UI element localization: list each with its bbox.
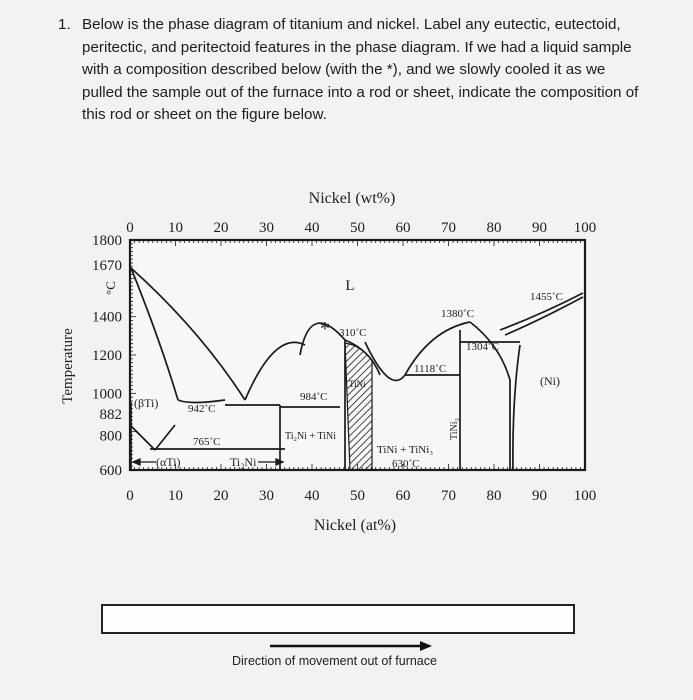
label-tini: TiNi bbox=[349, 379, 366, 389]
bottom-tick-label: 40 bbox=[304, 488, 320, 504]
top-tick-label: 50 bbox=[350, 220, 365, 236]
top-tick-label: 70 bbox=[441, 220, 456, 236]
bottom-tick-label: 0 bbox=[126, 488, 134, 504]
bottom-tick-label: 50 bbox=[350, 488, 365, 504]
top-tick-label: 80 bbox=[486, 220, 502, 236]
label-liquid: L bbox=[345, 278, 355, 294]
bottom-tick-label: 60 bbox=[395, 488, 411, 504]
y-tick-label: 1670 bbox=[92, 257, 122, 274]
bottom-tick-label: 100 bbox=[573, 488, 597, 504]
top-tick-label: 20 bbox=[213, 220, 229, 236]
temp-1380: 1380˚C bbox=[441, 308, 474, 320]
temp-310: 310˚C bbox=[339, 327, 367, 339]
y-tick-label: 882 bbox=[99, 406, 122, 423]
label-ti2ni-tini: Ti₂Ni + TiNi bbox=[285, 431, 337, 442]
temp-942: 942˚C bbox=[188, 403, 216, 415]
bottom-tick-label: 70 bbox=[441, 488, 456, 504]
question-text: Below is the phase diagram of titanium and nickel. Label any eutectic, eutectoid, peritectic, and peritectoid features in the phase diagram. If we had a liquid sample with a composition described below (with the *), and we slowly cooled it as we pulled the sample out of the furnace into a rod or sheet, indicate the composition of this rod or sheet on the figure below. bbox=[82, 16, 639, 123]
temp-1304: 1304˚C bbox=[466, 341, 499, 353]
y-tick-label: 1800 bbox=[92, 233, 122, 249]
question-number: 1. bbox=[58, 16, 71, 33]
temp-630: 630˚C bbox=[392, 458, 420, 470]
bottom-tick-label: 80 bbox=[486, 488, 502, 504]
temp-1118: 1118˚C bbox=[414, 363, 447, 375]
y-tick-label: 1000 bbox=[92, 386, 122, 403]
top-tick-label: 60 bbox=[395, 220, 411, 236]
tini-hatched-region bbox=[345, 343, 372, 470]
bottom-axis-label: Nickel (at%) bbox=[313, 517, 397, 534]
bottom-tick-label: 90 bbox=[532, 488, 547, 504]
y-axis-unit: °C bbox=[103, 281, 118, 295]
top-tick-label: 30 bbox=[259, 220, 274, 236]
top-tick-label: 90 bbox=[532, 220, 547, 236]
temp-984: 984˚C bbox=[300, 391, 328, 403]
label-tini-tini3: TiNi + TiNi₃ bbox=[377, 444, 434, 456]
composition-marker: * bbox=[320, 318, 330, 340]
label-alpha-ti: (αTi) bbox=[156, 455, 181, 469]
temp-765: 765˚C bbox=[193, 436, 221, 448]
bottom-tick-label: 20 bbox=[213, 488, 229, 504]
y-tick-label: 1400 bbox=[92, 309, 122, 326]
label-tini3: TiNi₃ bbox=[449, 417, 460, 440]
direction-label: Direction of movement out of furnace bbox=[232, 654, 437, 668]
bottom-tick-label: 30 bbox=[259, 488, 274, 504]
top-tick-label: 0 bbox=[126, 220, 134, 236]
answer-box[interactable] bbox=[101, 604, 575, 634]
top-tick-label: 10 bbox=[168, 220, 183, 236]
direction-arrow bbox=[270, 641, 432, 651]
y-tick-label: 600 bbox=[99, 463, 122, 479]
y-tick-label: 800 bbox=[99, 428, 122, 445]
top-tick-label: 40 bbox=[304, 220, 320, 236]
label-beta-ti: (βTi) bbox=[134, 396, 159, 410]
label-ti2ni: Ti₂Ni bbox=[230, 455, 257, 469]
label-ni: (Ni) bbox=[540, 374, 560, 388]
top-tick-label: 100 bbox=[573, 220, 597, 236]
top-axis-label: Nickel (wt%) bbox=[308, 190, 396, 207]
y-tick-label: 1200 bbox=[92, 348, 122, 364]
temp-1455: 1455˚C bbox=[530, 291, 563, 303]
bottom-tick-label: 10 bbox=[168, 488, 183, 504]
y-axis-label: Temperature bbox=[60, 328, 76, 404]
